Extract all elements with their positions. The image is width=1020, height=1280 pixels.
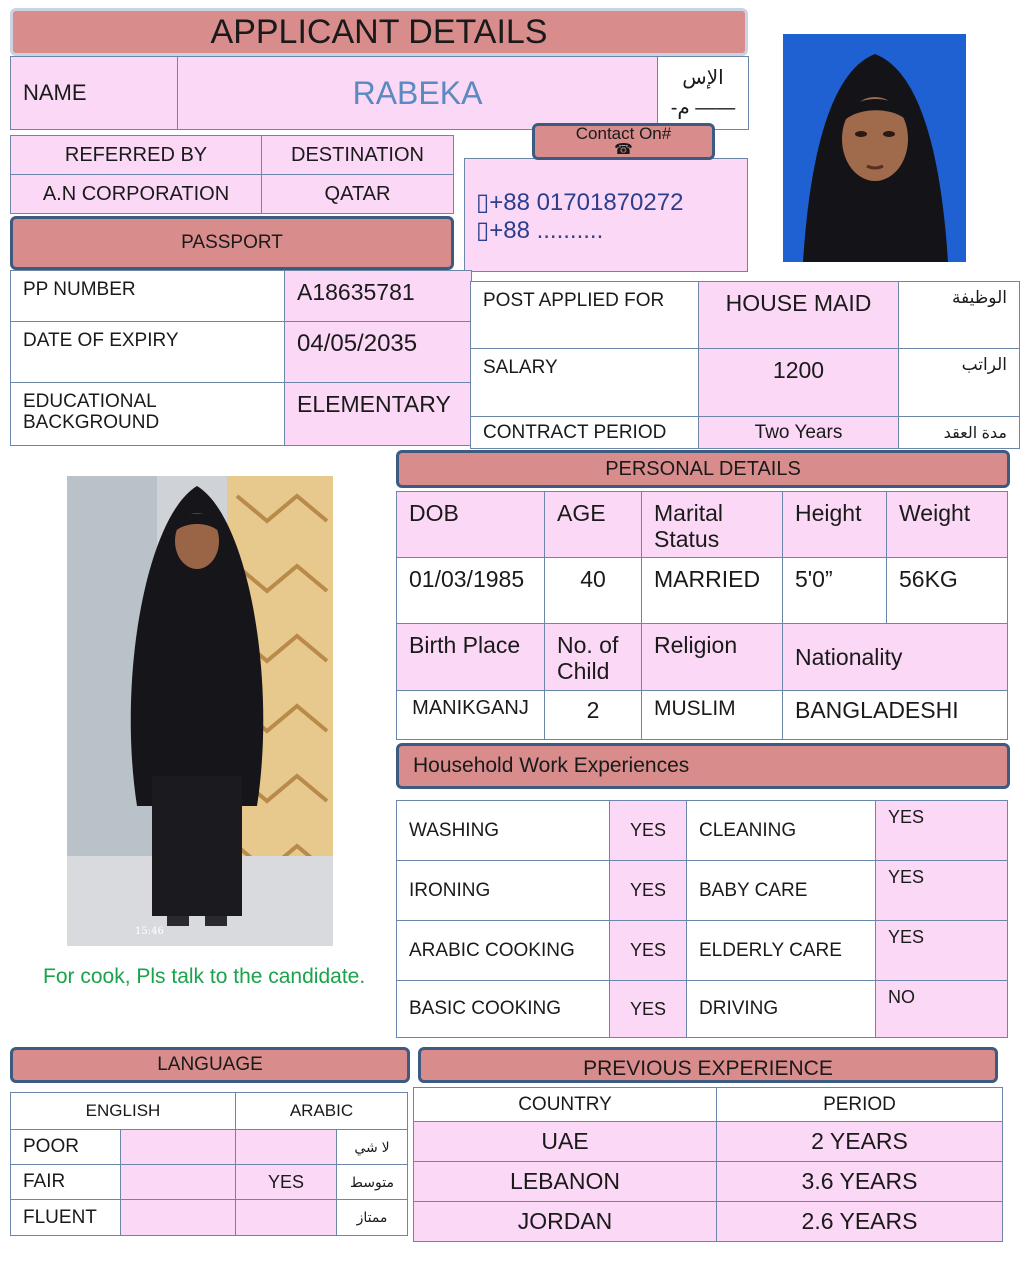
arabic-label: ARABIC [235, 1092, 408, 1130]
personal-details-header: PERSONAL DETAILS [396, 450, 1010, 488]
prev-period-3: 2.6 YEARS [716, 1201, 1003, 1242]
religion-label: Religion [641, 623, 783, 691]
full-body-photo [67, 476, 333, 946]
page-title-bar [10, 8, 748, 56]
name-value-cell [177, 56, 658, 130]
skill-cleaning-value: YES [875, 800, 1008, 861]
post-value: HOUSE MAID [698, 281, 899, 349]
salary-label: SALARY [470, 348, 699, 417]
lang-level-poor: POOR [10, 1129, 121, 1165]
skill-driving-value: NO [875, 980, 1008, 1038]
skill-baby-care: BABY CARE [686, 860, 876, 921]
lang-arabic-poor [235, 1129, 337, 1165]
weight-value: 56KG [886, 557, 1008, 624]
age-label: AGE [544, 491, 642, 558]
nationality-label: Nationality [782, 623, 1008, 691]
contract-label: CONTRACT PERIOD [470, 416, 699, 449]
name-label-cell: NAME [10, 56, 178, 130]
lang-level-fair: FAIR [10, 1164, 121, 1200]
marital-label: Marital Status [641, 491, 783, 558]
skill-arabic-cooking-value: YES [609, 920, 687, 981]
religion-value: MUSLIM [641, 690, 783, 740]
contact-header: Contact On# ☎ [532, 123, 715, 160]
skill-baby-care-value: YES [875, 860, 1008, 921]
skill-basic-cooking-value: YES [609, 980, 687, 1038]
skill-driving: DRIVING [686, 980, 876, 1038]
country-label: COUNTRY [413, 1087, 717, 1122]
lang-english-fluent [120, 1199, 236, 1236]
contract-value: Two Years [698, 416, 899, 449]
phone-1: ▯+88 01701870272 [476, 189, 684, 216]
previous-experience-header: PREVIOUS EXPERIENCE [418, 1047, 998, 1083]
cook-note: For cook, Pls talk to the candidate. [43, 965, 366, 988]
skill-cleaning: CLEANING [686, 800, 876, 861]
post-label: POST APPLIED FOR [470, 281, 699, 349]
salary-arabic: الراتب [898, 348, 1020, 417]
english-label: ENGLISH [10, 1092, 236, 1130]
photo-timestamp: 15:46 [135, 926, 164, 937]
children-label: No. of Child [544, 623, 642, 691]
age-value: 40 [544, 557, 642, 624]
lang-level-poor-ar: لا شي [336, 1129, 408, 1165]
post-arabic: الوظيفة [898, 281, 1020, 349]
passport-header: PASSPORT [10, 216, 454, 270]
salary-value: 1200 [698, 348, 899, 417]
expiry-label: DATE OF EXPIRY [10, 321, 285, 383]
applicant-name: RABEKA [352, 74, 483, 111]
destination-value: QATAR [261, 174, 454, 214]
prev-country-2: LEBANON [413, 1161, 717, 1202]
prev-country-3: JORDAN [413, 1201, 717, 1242]
birthplace-label: Birth Place [396, 623, 545, 691]
lang-arabic-fluent [235, 1199, 337, 1236]
lang-english-fair [120, 1164, 236, 1200]
lang-arabic-fair: YES [235, 1164, 337, 1200]
dob-value: 01/03/1985 [396, 557, 545, 624]
referred-by-value: A.N CORPORATION [10, 174, 262, 214]
birthplace-value: MANIKGANJ [396, 690, 545, 740]
prev-period-1: 2 YEARS [716, 1121, 1003, 1162]
household-header: Household Work Experiences [396, 743, 1010, 789]
destination-label: DESTINATION [261, 135, 454, 175]
nationality-value: BANGLADESHI [782, 690, 1008, 740]
expiry-value: 04/05/2035 [284, 321, 472, 383]
contract-arabic: مدة العقد [898, 416, 1020, 449]
pp-number-value: A18635781 [284, 270, 472, 322]
education-value: ELEMENTARY [284, 382, 472, 446]
phone-2: ▯+88 .......... [476, 217, 604, 244]
children-value: 2 [544, 690, 642, 740]
height-label: Height [782, 491, 887, 558]
skill-ironing: IRONING [396, 860, 610, 921]
skill-arabic-cooking: ARABIC COOKING [396, 920, 610, 981]
period-label: PERIOD [716, 1087, 1003, 1122]
skill-ironing-value: YES [609, 860, 687, 921]
marital-value: MARRIED [641, 557, 783, 624]
lang-level-fluent: FLUENT [10, 1199, 121, 1236]
page-title: APPLICANT DETAILS [210, 12, 548, 51]
prev-period-2: 3.6 YEARS [716, 1161, 1003, 1202]
dob-label: DOB [396, 491, 545, 558]
passport-photo [783, 34, 966, 262]
weight-label: Weight [886, 491, 1008, 558]
lang-level-fair-ar: متوسط [336, 1164, 408, 1200]
lang-english-poor [120, 1129, 236, 1165]
skill-elderly-care-value: YES [875, 920, 1008, 981]
prev-country-1: UAE [413, 1121, 717, 1162]
skill-basic-cooking: BASIC COOKING [396, 980, 610, 1038]
skill-washing: WASHING [396, 800, 610, 861]
name-arabic-cell: الإس—— م- [657, 56, 749, 130]
education-label: EDUCATIONAL BACKGROUND [10, 382, 285, 446]
language-header: LANGUAGE [10, 1047, 410, 1083]
lang-level-fluent-ar: ممتاز [336, 1199, 408, 1236]
height-value: 5'0” [782, 557, 887, 624]
referred-by-label: REFERRED BY [10, 135, 262, 175]
skill-washing-value: YES [609, 800, 687, 861]
skill-elderly-care: ELDERLY CARE [686, 920, 876, 981]
phone-icon: ☎ [614, 140, 633, 158]
pp-number-label: PP NUMBER [10, 270, 285, 322]
